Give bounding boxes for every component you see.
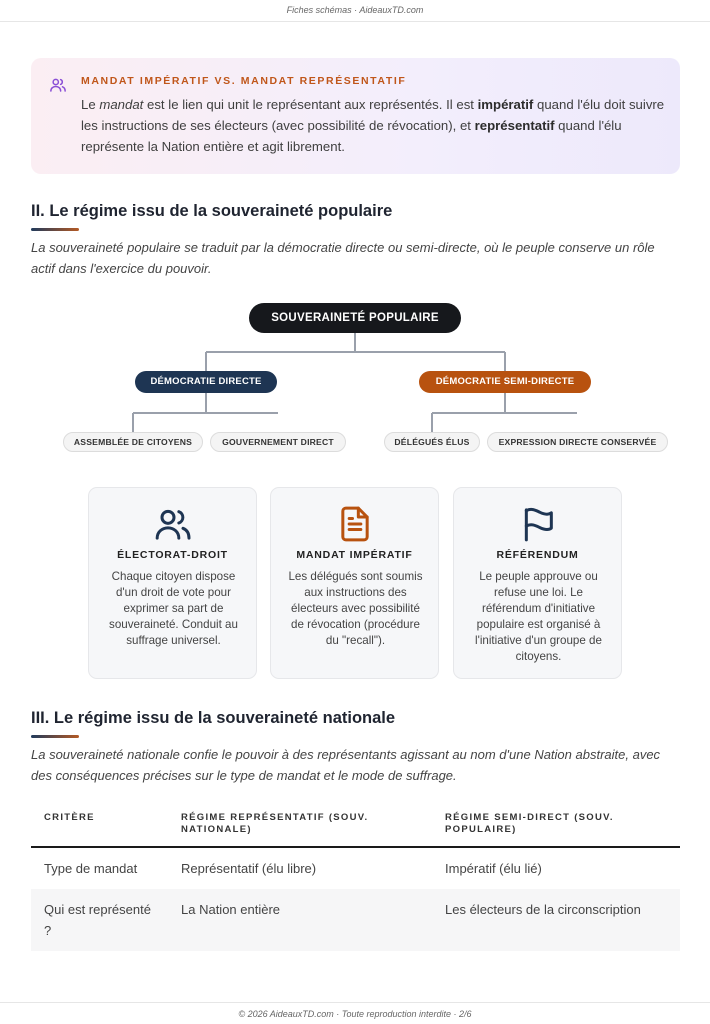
table-header-row	[31, 806, 680, 847]
tree-leaf-expression: EXPRESSION DIRECTE CONSERVÉE	[487, 432, 668, 452]
table-cell: Impératif (élu lié)	[445, 861, 542, 876]
users-icon	[49, 76, 67, 94]
card-text: Les délégués sont soumis aux instructions des électeurs avec possibilité de révocation (procédure du "recall").	[288, 570, 423, 647]
tree-leaf-gouvernement: GOUVERNEMENT DIRECT	[210, 432, 346, 452]
table-cell: Représentatif (élu libre)	[181, 861, 317, 876]
souverainete-tree	[0, 295, 710, 465]
table-header-critere: CRITÈRE	[31, 806, 168, 847]
section-2-underline	[31, 228, 79, 231]
table-row	[31, 889, 680, 951]
card-referendum	[453, 487, 622, 679]
term-mandat: mandat	[99, 97, 144, 112]
card-text: Chaque citoyen dispose d'un droit de vote pour exprimer sa part de souveraineté. Conduit au suffrage universel.	[109, 570, 238, 647]
card-title: RÉFÉRENDUM	[496, 549, 579, 561]
table-header-regime-representatif: RÉGIME REPRÉSENTATIF (SOUV. NATIONALE)	[168, 806, 432, 847]
callout-text: Le mandat est le lien qui unit le représentant aux représentés. Il est impératif quand l'élu doit suivre les instructions de ses électeurs (avec possibilité de révocation), et représentatif quand l'élu représente la Nation entière et agit librement.	[81, 97, 665, 154]
tree-root-node: SOUVERAINETÉ POPULAIRE	[249, 303, 461, 333]
table-cell: Les électeurs de la circonscription	[432, 889, 680, 951]
table-cell: La Nation entière	[168, 889, 432, 951]
section-2-lead: La souveraineté populaire se traduit par la démocratie directe ou semi-directe, où le peuple conserve un rôle actif dans l'exercice du pouvoir.	[31, 240, 655, 276]
table-header-regime-semi-direct: RÉGIME SEMI-DIRECT (SOUV. POPULAIRE)	[432, 806, 680, 847]
table-cell: Type de mandat	[44, 861, 138, 876]
tree-node-democratie-semi-directe: DÉMOCRATIE SEMI-DIRECTE	[419, 371, 591, 393]
page-header: Fiches schémas · AideauxTD.com	[0, 0, 710, 22]
term-imperatif: impératif	[477, 97, 534, 112]
callout-box	[31, 58, 680, 174]
tree-leaf-assemblee: ASSEMBLÉE DE CITOYENS	[63, 432, 203, 452]
section-2-heading: II. Le régime issu de la souveraineté populaire	[31, 202, 393, 220]
table-cell: Qui est représenté ?	[31, 889, 168, 951]
tree-leaf-delegues: DÉLÉGUÉS ÉLUS	[384, 432, 480, 452]
comparison-table	[31, 806, 680, 951]
table-row	[31, 847, 680, 889]
callout-title: MANDAT IMPÉRATIF VS. MANDAT REPRÉSENTATIF	[81, 75, 407, 87]
page-footer: © 2026 AideauxTD.com · Toute reproduction interdite · 2/6	[0, 1002, 710, 1024]
document-icon	[335, 504, 375, 544]
card-title: MANDAT IMPÉRATIF	[296, 549, 413, 561]
card-mandat-imperatif	[270, 487, 439, 679]
card-text: Le peuple approuve ou refuse une loi. Le référendum d'initiative populaire est organisé à l'initiative d'un groupe de citoyens.	[475, 570, 602, 663]
card-electorat-droit	[88, 487, 257, 679]
section-3-underline	[31, 735, 79, 738]
section-3-heading: III. Le régime issu de la souveraineté nationale	[31, 709, 396, 727]
flag-icon	[518, 504, 558, 544]
users-icon	[153, 504, 193, 544]
card-title: ÉLECTORAT-DROIT	[117, 549, 228, 561]
tree-node-democratie-directe: DÉMOCRATIE DIRECTE	[135, 371, 277, 393]
term-representatif: représentatif	[474, 118, 555, 133]
section-3-lead: La souveraineté nationale confie le pouvoir à des représentants agissant au nom d'une Nation abstraite, avec des conséquences précises sur le type de mandat et le mode de suffrage.	[31, 747, 661, 783]
